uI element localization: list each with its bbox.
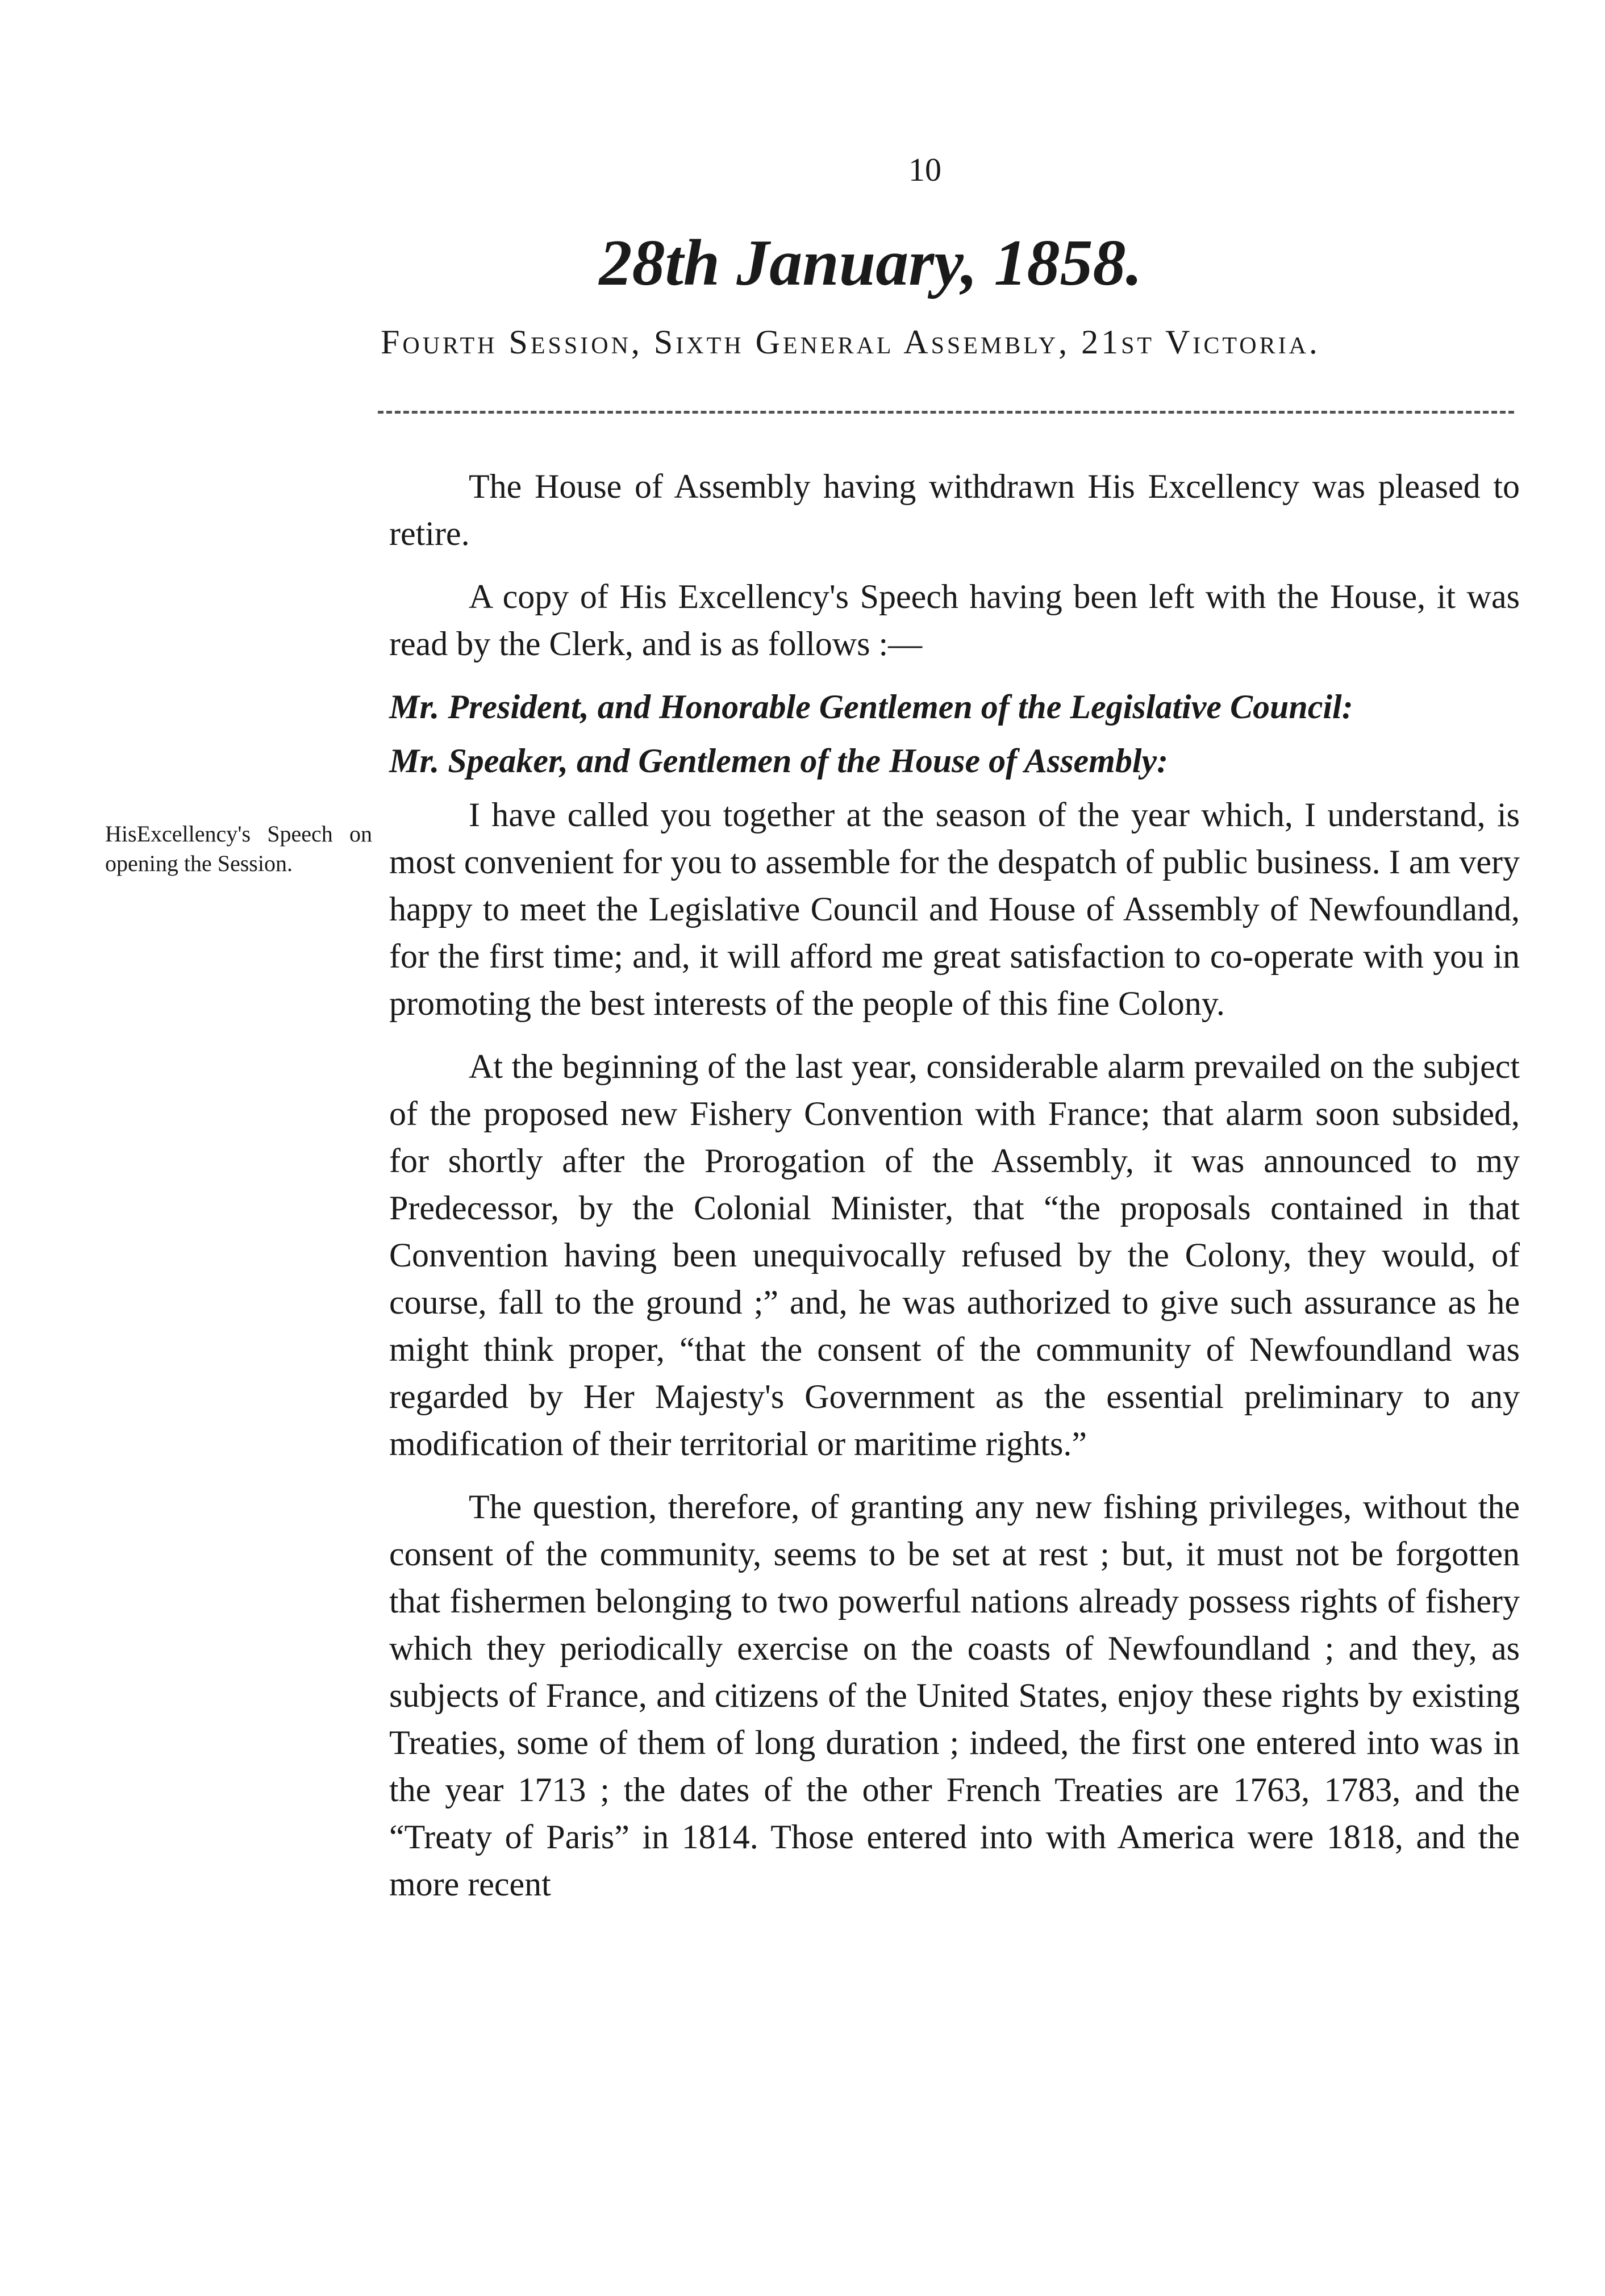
page-number: 10 [908,151,941,188]
body-text [389,463,1520,1924]
margin-note: HisExcellency's Speech on opening the Session. [105,821,372,876]
speech-paragraph-fishery-convention: At the beginning of the last year, considerable alarm prevailed on the subject of the proposed new Fishery Convention with France; that alarm soon subsided, for shortly after the Prorogation of the Assembly, it was announced to my Predecessor, by the Colonial Minister, that “the proposals contained in that Convention having been unequivocally refused by the Colony, they would, of course, fall to the ground ;” and, he was authorized to give such assurance as he might think proper, “that the consent of the community of Newfoundland was regarded by Her Majesty's Government as the essential preliminary to any modification of their territorial or maritime rights.” [389,1048,1520,1462]
date-heading: 28th January, 1858. [599,227,1143,299]
paragraph-retire: The House of Assembly having withdrawn His Excellency was pleased to retire. [389,468,1520,552]
divider-rule [378,411,1514,414]
session-line: Fourth Session, Sixth General Assembly, 21st Victoria. [381,323,1320,361]
paragraph-speech-copy: A copy of His Excellency's Speech having been left with the House, it was read by the Clerk, and is as follows :— [389,578,1520,662]
address-council: Mr. President, and Honorable Gentlemen of the Legislative Council: [389,688,1353,726]
speech-paragraph-opening: I have called you together at the season of the year which, I understand, is most convenient for you to assemble for the despatch of public business. I am very happy to meet the Legislative Council and House of Assembly of Newfoundland, for the first time; and, it will afford me great satisfaction to co-operate with you in promoting the best interests of the people of this fine Colony. [389,796,1520,1022]
speech-paragraph-fishing-rights: The question, therefore, of granting any new fishing privileges, without the consent of the community, seems to be set at rest ; but, it must not be forgotten that fishermen belonging to two powerful nations already possess rights of fishery which they periodically exercise on the coasts of Newfoundland ; and they, as subjects of France, and citizens of the United States, enjoy these rights by existing Treaties, some of them of long duration ; indeed, the first one entered into was in the year 1713 ; the dates of the other French Treaties are 1763, 1783, and the “Treaty of Paris” in 1814. Those entered into with America were 1818, and the more recent [389,1488,1520,1903]
address-assembly: Mr. Speaker, and Gentlemen of the House of Assembly: [389,742,1169,780]
